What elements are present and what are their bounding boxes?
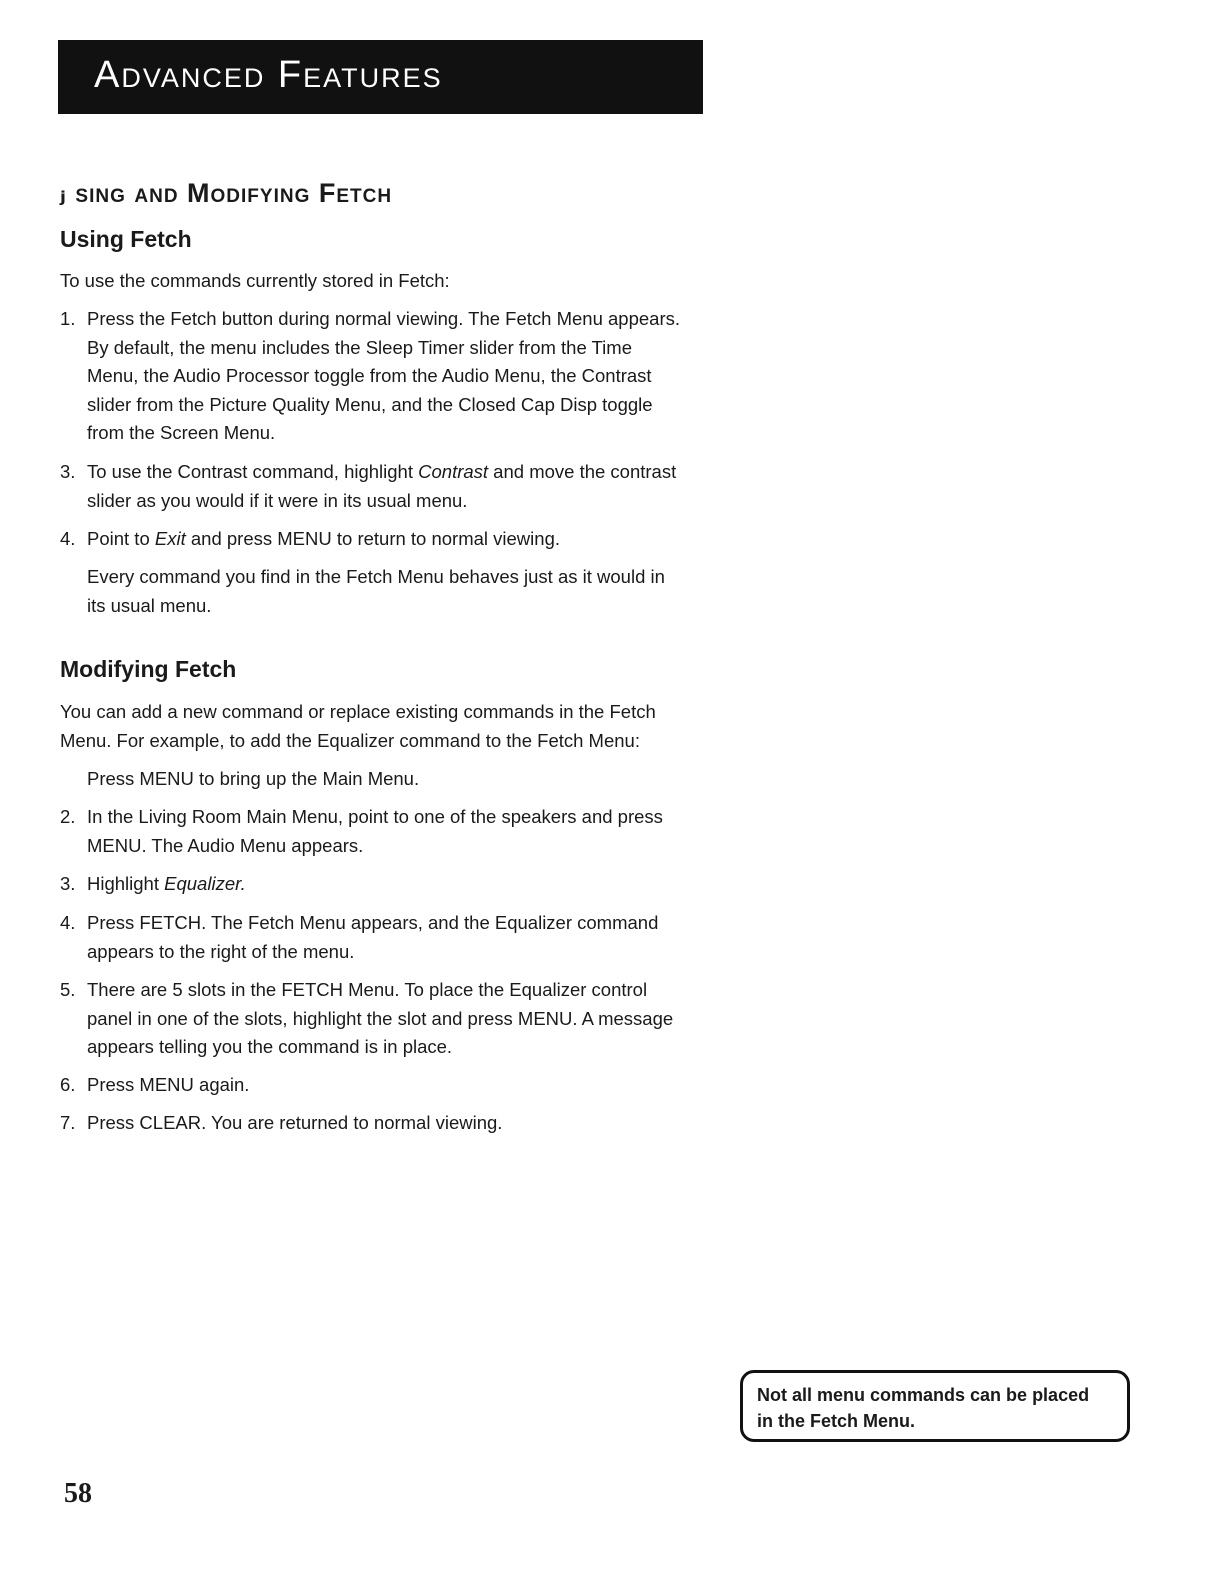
step-number: 6. <box>60 1074 76 1095</box>
step-line: Press FETCH. The Fetch Menu appears, and the Equalizer command <box>87 912 659 933</box>
note-line: Every command you find in the Fetch Menu behaves just as it would in <box>87 566 665 587</box>
callout-line: Not all menu commands can be placed <box>757 1385 1090 1405</box>
intro-line: Menu. For example, to add the Equalizer command to the Fetch Menu: <box>60 729 640 751</box>
using-intro: To use the commands currently stored in Fetch: <box>60 270 450 291</box>
step-text <box>87 870 720 899</box>
step-text: Press MENU again. <box>87 1074 250 1095</box>
step-number: 2. <box>60 806 76 827</box>
modifying-intro <box>60 698 720 755</box>
modifying-step-3 <box>60 870 720 899</box>
step-number: 4. <box>60 528 76 549</box>
intro-line: You can add a new command or replace existing commands in the Fetch <box>60 701 656 722</box>
using-step-4 <box>60 525 720 554</box>
modifying-step-7 <box>60 1109 720 1138</box>
modifying-step-2 <box>60 803 720 860</box>
callout-line: in the Fetch Menu. <box>757 1411 916 1431</box>
step-line <box>87 458 720 487</box>
emphasis-equalizer: Equalizer. <box>164 873 246 894</box>
step-text <box>87 458 720 515</box>
step-line: panel in one of the slots, highlight the slot and press MENU. A message <box>87 1007 674 1029</box>
step-line: appears to the right of the menu. <box>87 940 355 962</box>
step-text <box>87 803 720 860</box>
step-line: In the Living Room Main Menu, point to one of the speakers and press <box>87 806 663 827</box>
modifying-step-4 <box>60 909 720 966</box>
step-line: slider as you would if it were in its usual menu. <box>87 489 468 511</box>
note-line: its usual menu. <box>87 594 212 616</box>
subheading-modifying-fetch: Modifying Fetch <box>60 656 237 682</box>
text-run: and press MENU to return to normal viewing. <box>185 528 560 549</box>
step-line: By default, the menu includes the Sleep Timer slider from the Time <box>87 336 632 358</box>
using-step-3 <box>60 458 720 515</box>
step-line: MENU. The Audio Menu appears. <box>87 834 364 856</box>
step-text <box>87 909 720 966</box>
modifying-step-5 <box>60 976 720 1062</box>
step-number: 1. <box>60 308 76 329</box>
step-text <box>87 976 720 1062</box>
subheading-using-fetch: Using Fetch <box>60 226 192 252</box>
using-step-1 <box>60 305 720 448</box>
section-title: ⱼ sing and Modifying Fetch <box>60 178 393 208</box>
step-text: Press CLEAR. You are returned to normal viewing. <box>87 1112 503 1133</box>
step-line: from the Screen Menu. <box>87 422 276 443</box>
step-text <box>87 525 720 554</box>
step-number: 3. <box>60 873 76 894</box>
text-run: To use the Contrast command, highlight <box>87 461 419 482</box>
step-number: 3. <box>60 461 76 482</box>
step-line: There are 5 slots in the FETCH Menu. To place the Equalizer control <box>87 979 648 1000</box>
emphasis-contrast: Contrast <box>418 461 489 482</box>
step-text <box>87 305 720 448</box>
step-line: appears telling you the command is in place. <box>87 1036 453 1057</box>
step-number: 5. <box>60 979 76 1000</box>
step-line: Menu, the Audio Processor toggle from the Audio Menu, the Contrast <box>87 365 652 386</box>
text-run: Point to <box>87 528 155 549</box>
page-number: 58 <box>64 1478 92 1509</box>
text-run: and move the contrast <box>488 461 677 482</box>
emphasis-exit: Exit <box>154 528 186 549</box>
step-number: 4. <box>60 912 76 933</box>
text-run: Highlight <box>87 873 165 894</box>
callout-note <box>740 1370 1130 1442</box>
modifying-step-6 <box>60 1071 720 1100</box>
modifying-step-1: Press MENU to bring up the Main Menu. <box>87 768 420 789</box>
step-line: slider from the Picture Quality Menu, and the Closed Cap Disp toggle <box>87 393 653 415</box>
chapter-banner <box>58 40 703 114</box>
using-note <box>87 563 747 620</box>
chapter-title: Advanced Features <box>94 54 443 96</box>
step-line: Press the Fetch button during normal viewing. The Fetch Menu appears. <box>87 308 681 329</box>
step-number: 7. <box>60 1112 76 1133</box>
